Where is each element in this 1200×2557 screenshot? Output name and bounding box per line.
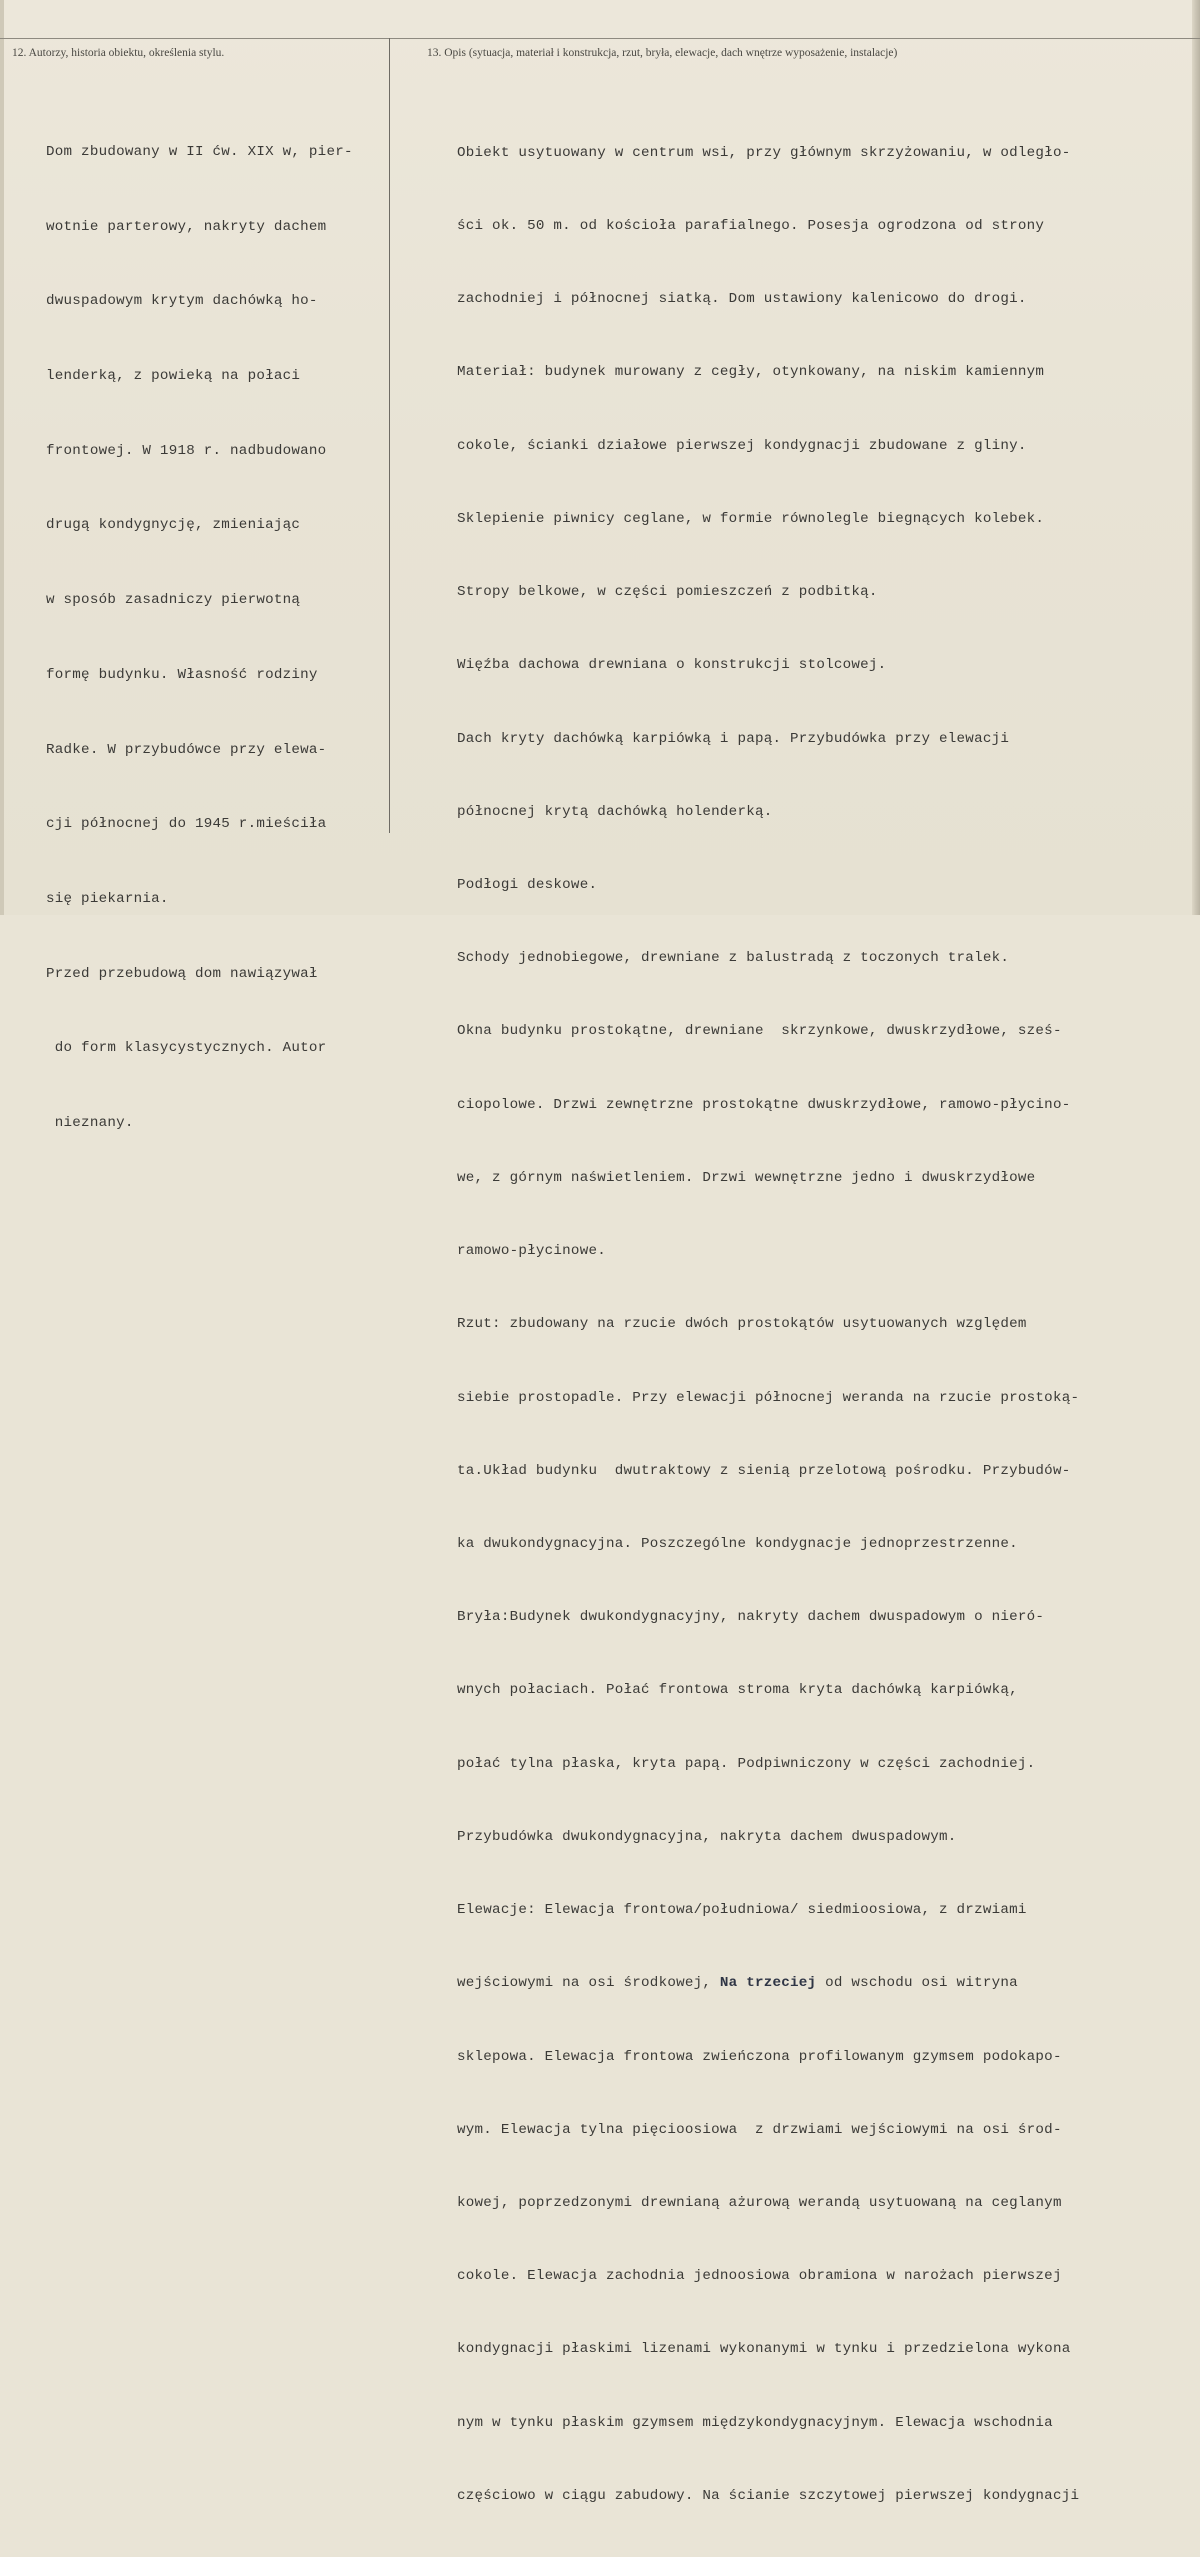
- history-line: się piekarnia.: [46, 891, 169, 907]
- history-line: cji północnej do 1945 r.mieściła: [46, 816, 327, 833]
- section-12-header: 12. Autorzy, historia obiektu, określenia stylu.: [12, 47, 225, 59]
- description-line: ka dwukondygnacyjna. Poszczególne kondygnacje jednoprzestrzenne.: [457, 1535, 1018, 1552]
- description-line: siebie prostopadle. Przy elewacji północnej weranda na rzucie prostoką-: [457, 1389, 1080, 1406]
- description-line: kowej, poprzedzonymi drewnianą ażurową werandą usytuowaną na ceglanym: [457, 2194, 1062, 2211]
- description-line: Dach kryty dachówką karpiówką i papą. Przybudówka przy elewacji: [457, 730, 1010, 747]
- description-line: we, z górnym naświetleniem. Drzwi wewnętrzne jedno i dwuskrzydłowe: [457, 1169, 1036, 1186]
- description-line: zachodniej i północnej siatką. Dom ustawiony kalenicowo do drogi.: [457, 291, 1027, 308]
- description-line: Przybudówka dwukondygnacyjna, nakryta dachem dwuspadowym.: [457, 1828, 957, 1845]
- history-line: formę budynku. Własność rodziny: [46, 666, 318, 683]
- bold-overtyped-text: Na trzeciej: [719, 1975, 817, 1992]
- description-line-start: wejściowymi na osi środkowej,: [457, 1975, 720, 1992]
- description-line: ta.Układ budynku dwutraktowy z sienią przelotową pośrodku. Przybudów-: [457, 1462, 1071, 1479]
- description-line-mixed: [457, 1971, 1079, 1995]
- header-rule: [0, 38, 1200, 39]
- description-line: Rzut: zbudowany na rzucie dwóch prostokątów usytuowanych względem: [457, 1316, 1027, 1333]
- history-line: Radke. W przybudówce przy elewa-: [46, 741, 327, 758]
- description-line: wnych połaciach. Połać frontowa stroma kryta dachówką karpiówką,: [457, 1682, 1018, 1699]
- history-line: nieznany.: [46, 1115, 134, 1132]
- description-line: cokole, ścianki działowe pierwszej kondygnacji zbudowane z gliny.: [457, 437, 1027, 454]
- description-column: [457, 92, 1079, 2557]
- description-line: Elewacje: Elewacja frontowa/południowa/ siedmioosiowa, z drzwiami: [457, 1902, 1027, 1919]
- history-line: Dom zbudowany w II ćw. XIX w, pier-: [46, 143, 353, 160]
- description-line: Więźba dachowa drewniana o konstrukcji stolcowej.: [457, 657, 887, 674]
- history-column: [46, 90, 353, 1186]
- description-line: Schody jednobiegowe, drewniane z balustradą z toczonych tralek.: [457, 950, 1010, 967]
- description-line: Stropy belkowe, w części pomieszczeń z podbitką.: [457, 584, 878, 601]
- description-line: sklepowa. Elewacja frontowa zwieńczona profilowanym gzymsem podokapo-: [457, 2048, 1062, 2065]
- page-edge-right: [1192, 0, 1200, 915]
- history-line: Przed przebudową dom nawiązywał: [46, 965, 318, 982]
- history-line: frontowej. W 1918 r. nadbudowano: [46, 442, 327, 459]
- history-line: lenderką, z powieką na połaci: [46, 367, 301, 384]
- history-line: do form klasycystycznych. Autor: [46, 1040, 327, 1057]
- description-line: Obiekt usytuowany w centrum wsi, przy głównym skrzyżowaniu, w odległo-: [457, 144, 1071, 161]
- description-line: ciopolowe. Drzwi zewnętrzne prostokątne dwuskrzydłowe, ramowo-płycino-: [457, 1096, 1071, 1113]
- history-line: dwuspadowym krytym dachówką ho-: [46, 293, 318, 310]
- description-line: Materiał: budynek murowany z cegły, otynkowany, na niskim kamiennym: [457, 364, 1045, 381]
- description-line: cokole. Elewacja zachodnia jednoosiowa obramiona w narożach pierwszej: [457, 2268, 1062, 2285]
- history-line: w sposób zasadniczy pierwotną: [46, 592, 301, 609]
- section-13-header: 13. Opis (sytuacja, materiał i konstrukcja, rzut, bryła, elewacje, dach wnętrze wyposażenie, instalacje): [427, 47, 898, 59]
- history-line: drugą kondygnycję, zmieniając: [46, 517, 301, 534]
- history-line: wotnie parterowy, nakryty dachem: [46, 218, 327, 235]
- description-line: północnej krytą dachówką holenderką.: [457, 803, 773, 820]
- description-line-tail: od wschodu osi witryna: [816, 1975, 1018, 1992]
- description-line: ści ok. 50 m. od kościoła parafialnego. Posesja ogrodzona od strony: [457, 218, 1045, 235]
- description-line: wym. Elewacja tylna pięcioosiowa z drzwiami wejściowymi na osi środ-: [457, 2121, 1062, 2138]
- description-line: Sklepienie piwnicy ceglane, w formie równolegle biegnących kolebek.: [457, 510, 1045, 527]
- description-line: ramowo-płycinowe.: [457, 1243, 606, 1260]
- description-line: Bryła:Budynek dwukondygnacyjny, nakryty dachem dwuspadowym o nieró-: [457, 1609, 1045, 1626]
- description-line: Okna budynku prostokątne, drewniane skrzynkowe, dwuskrzydłowe, sześ-: [457, 1023, 1062, 1040]
- page-edge-left: [0, 0, 4, 915]
- description-line: kondygnacji płaskimi lizenami wykonanymi w tynku i przedzielona wykona: [457, 2341, 1071, 2358]
- description-line: częściowo w ciągu zabudowy. Na ścianie szczytowej pierwszej kondygnacji: [457, 2487, 1080, 2504]
- description-line: połać tylna płaska, kryta papą. Podpiwniczony w części zachodniej.: [457, 1755, 1036, 1772]
- description-line: nym w tynku płaskim gzymsem międzykondygnacyjnym. Elewacja wschodnia: [457, 2414, 1053, 2431]
- column-divider: [389, 38, 390, 833]
- description-line: Podłogi deskowe.: [457, 877, 598, 893]
